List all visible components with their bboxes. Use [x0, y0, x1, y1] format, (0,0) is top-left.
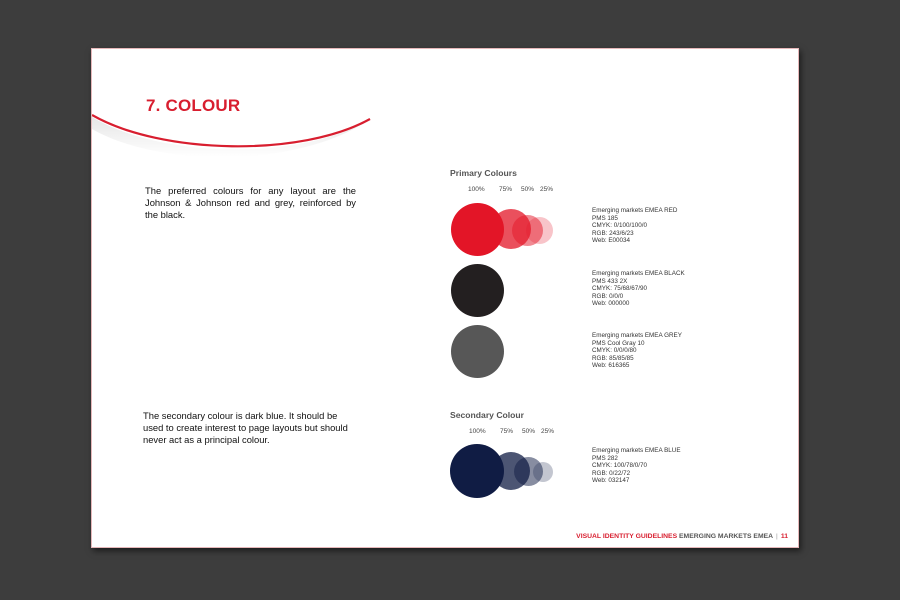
color-rgb: RGB: 0/22/72 [592, 469, 631, 477]
secondary-paragraph: The secondary colour is dark blue. It should be used to create interest to page layouts but should never act as a principal colour. [143, 410, 348, 445]
page-title: 7. COLOUR [146, 96, 241, 115]
page-footer [576, 533, 788, 540]
tint-label-100: 100% [468, 186, 485, 193]
swatch-grey-100 [451, 325, 504, 378]
color-rgb: RGB: 243/6/23 [592, 229, 634, 237]
color-name: Emerging markets EMEA BLACK [592, 270, 685, 277]
color-rgb: RGB: 0/0/0 [592, 292, 624, 300]
color-info-black [592, 270, 722, 308]
color-web: Web: E00034 [592, 237, 631, 245]
color-pms: PMS 433 2X [592, 277, 628, 285]
swatch-red-100 [451, 203, 504, 256]
color-info-grey [592, 332, 722, 370]
color-pms: PMS 282 [592, 454, 618, 462]
color-pms: PMS Cool Gray 10 [592, 339, 645, 347]
page-number: 11 [780, 533, 788, 540]
color-name: Emerging markets EMEA BLUE [592, 447, 681, 454]
footer-division-label: EMERGING MARKETS EMEA [679, 533, 774, 540]
tint-label-25: 25% [541, 428, 555, 435]
secondary-colour-heading: Secondary Colour [450, 410, 525, 420]
color-cmyk: CMYK: 0/100/100/0 [592, 222, 647, 230]
color-web: Web: 032147 [592, 477, 630, 485]
document-page [91, 48, 799, 548]
tint-label-75: 75% [500, 428, 514, 435]
color-info-blue [592, 447, 722, 485]
color-info-red [592, 207, 722, 245]
color-cmyk: CMYK: 0/0/0/80 [592, 347, 637, 355]
color-pms: PMS 185 [592, 214, 618, 222]
color-cmyk: CMYK: 75/68/67/90 [592, 285, 647, 293]
primary-colours-heading: Primary Colours [450, 168, 517, 178]
tint-label-25: 25% [540, 186, 554, 193]
color-cmyk: CMYK: 100/78/0/70 [592, 462, 647, 470]
intro-paragraph: The preferred colours for any layout are the Johnson & Johnson red and grey, reinforced by the black. [145, 185, 356, 220]
color-web: Web: 000000 [592, 300, 630, 308]
tint-label-100: 100% [469, 428, 486, 435]
color-name: Emerging markets EMEA RED [592, 207, 678, 214]
color-web: Web: 616365 [592, 362, 630, 370]
color-name: Emerging markets EMEA GREY [592, 332, 682, 339]
tint-label-50: 50% [521, 186, 535, 193]
footer-separator: | [776, 533, 778, 540]
footer-guidelines-label: VISUAL IDENTITY GUIDELINES [576, 533, 678, 540]
tint-label-75: 75% [499, 186, 513, 193]
color-rgb: RGB: 85/85/85 [592, 354, 634, 362]
swatch-black-100 [451, 264, 504, 317]
tint-label-50: 50% [522, 428, 536, 435]
swatch-blue-100 [450, 444, 504, 498]
